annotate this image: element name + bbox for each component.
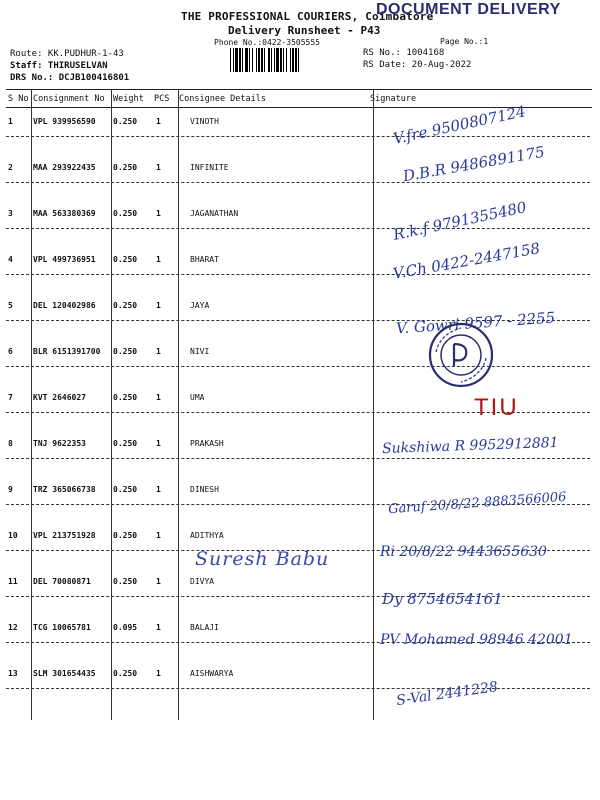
row-pcs: 1 (156, 439, 161, 448)
row-sno: 10 (8, 531, 18, 540)
page-number: Page No.:1 (440, 37, 489, 46)
row-consignment: VPL 213751928 (33, 531, 96, 540)
row-consignment: SLM 301654435 (33, 669, 96, 678)
row-consignment: KVT 2646027 (33, 393, 86, 402)
signature-row-5: V. Gowri 9597 - 2255 (395, 308, 556, 338)
row-weight: 0.250 (113, 209, 138, 218)
row-consignment: MAA 293922435 (33, 163, 96, 172)
row-pcs: 1 (156, 255, 161, 264)
row-consignee: INFINITE (190, 163, 229, 172)
row-pcs: 1 (156, 393, 161, 402)
row-sno: 9 (8, 485, 13, 494)
row-consignee: VINOTH (190, 117, 219, 126)
row-pcs: 1 (156, 669, 161, 678)
barcode-image (230, 48, 350, 72)
signature-row-10: Ri 20/8/22 9443655630 (380, 544, 547, 560)
signature-row-7: TIU (474, 394, 519, 421)
signature-row-11: Dy 8754654161 (382, 590, 503, 608)
col-header-consignee: Consignee Details (179, 94, 266, 104)
row-sno: 3 (8, 209, 13, 218)
row-sno: 12 (8, 623, 18, 632)
row-consignment: VPL 499736951 (33, 255, 96, 264)
row-pcs: 1 (156, 301, 161, 310)
col-header-pcs: PCS (154, 94, 170, 104)
route-label: Route: KK.PUDHUR-1-43 (10, 49, 124, 59)
row-pcs: 1 (156, 577, 161, 586)
row-weight: 0.250 (113, 669, 138, 678)
row-pcs: 1 (156, 209, 161, 218)
row-sno: 4 (8, 255, 13, 264)
staff-label: Staff: THIRUSELVAN (10, 61, 108, 71)
row-sno: 5 (8, 301, 13, 310)
signature-row-12: PV Mohamed 98946 42001 (380, 632, 573, 648)
row-consignee: JAGANATHAN (190, 209, 239, 218)
row-divider (6, 182, 590, 183)
table-row (0, 645, 600, 691)
row-weight: 0.250 (113, 531, 138, 540)
row-consignment: VPL 939956590 (33, 117, 96, 126)
row-consignee: PRAKASH (190, 439, 224, 448)
row-consignee: DIVYA (190, 577, 215, 586)
row-weight: 0.250 (113, 255, 138, 264)
document-delivery-stamp: DOCUMENT DELIVERY (376, 1, 561, 18)
signature-row-4: V.Ch 0422-2447158 (391, 239, 542, 283)
row-sno: 2 (8, 163, 13, 172)
row-weight: 0.095 (113, 623, 138, 632)
row-weight: 0.250 (113, 577, 138, 586)
row-weight: 0.250 (113, 485, 138, 494)
handwritten-name-overlay: Suresh Babu (195, 548, 330, 570)
row-divider (6, 458, 590, 459)
rs-number: RS No.: 1004168 (363, 48, 445, 58)
row-consignment: TRZ 365066738 (33, 485, 96, 494)
row-consignment: DEL 70080871 (33, 577, 91, 586)
col-header-consignment: Consignment No (33, 94, 105, 104)
row-weight: 0.250 (113, 117, 138, 126)
row-pcs: 1 (156, 531, 161, 540)
row-consignment: DEL 120402986 (33, 301, 96, 310)
phone-number: Phone No.:0422-3505555 (214, 38, 320, 47)
col-header-sno: S No (8, 94, 29, 104)
row-sno: 6 (8, 347, 13, 356)
row-consignee: AISHWARYA (190, 669, 234, 678)
row-consignee: DINESH (190, 485, 219, 494)
runsheet-title: Delivery Runsheet - P43 (228, 24, 381, 37)
row-consignee: BALAJI (190, 623, 219, 632)
row-pcs: 1 (156, 117, 161, 126)
row-consignment: BLR 6151391700 (33, 347, 101, 356)
signature-row-8: Sukshiwa R 9952912881 (381, 434, 559, 458)
row-divider (6, 136, 590, 137)
signature-row-9: Garuf 20/8/22 8883566006 (387, 489, 567, 518)
col-header-signature: Signature (370, 94, 417, 104)
row-divider (6, 228, 590, 229)
row-sno: 1 (8, 117, 13, 126)
table-row (0, 323, 600, 369)
signature-row-1: V.fre 9500807124 (391, 102, 528, 148)
row-weight: 0.250 (113, 163, 138, 172)
col-header-weight: Weight (113, 94, 144, 104)
signature-row-13: S-Val 2441228 (395, 678, 499, 710)
row-pcs: 1 (156, 163, 161, 172)
row-divider (6, 366, 590, 367)
row-pcs: 1 (156, 485, 161, 494)
rubber-stamp-seal (428, 322, 494, 388)
rs-date: RS Date: 20-Aug-2022 (363, 60, 472, 70)
row-sno: 11 (8, 577, 18, 586)
row-weight: 0.250 (113, 393, 138, 402)
row-weight: 0.250 (113, 347, 138, 356)
table-top-rule (6, 89, 592, 90)
row-consignee: ADITHYA (190, 531, 224, 540)
row-divider (6, 688, 590, 689)
row-weight: 0.250 (113, 439, 138, 448)
row-consignment: MAA 563380369 (33, 209, 96, 218)
row-consignee: BHARAT (190, 255, 219, 264)
row-divider (6, 274, 590, 275)
drs-number: DRS No.: DCJB100416801 (10, 73, 130, 83)
row-consignment: TCG 10065781 (33, 623, 91, 632)
signature-row-2: D.B.R 9486891175 (401, 142, 547, 186)
row-consignee: NIVI (190, 347, 210, 356)
row-consignee: UMA (190, 393, 205, 402)
row-sno: 7 (8, 393, 13, 402)
row-pcs: 1 (156, 347, 161, 356)
row-sno: 13 (8, 669, 18, 678)
row-consignment: TNJ 9622353 (33, 439, 86, 448)
row-weight: 0.250 (113, 301, 138, 310)
company-name: THE PROFESSIONAL COURIERS, Coimbatore (181, 10, 434, 23)
signature-row-3: R.k.f 9791355480 (391, 198, 529, 244)
row-consignee: JAYA (190, 301, 210, 310)
row-pcs: 1 (156, 623, 161, 632)
row-sno: 8 (8, 439, 13, 448)
